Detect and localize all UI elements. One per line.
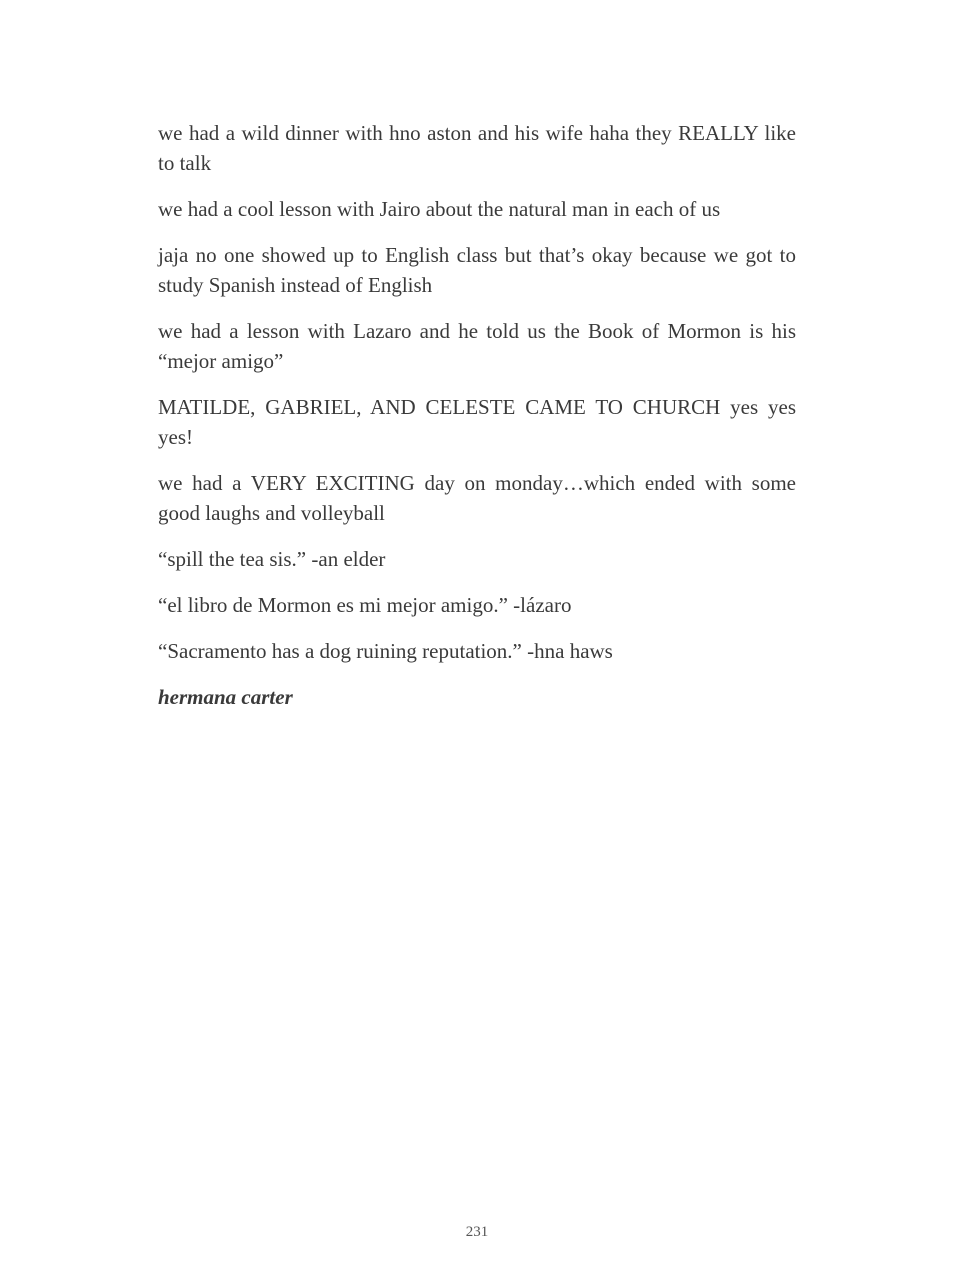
- paragraph-english-class: jaja no one showed up to English class but that’s okay because we got to study Spanish instead of English: [158, 243, 796, 297]
- paragraph-lesson-jairo: we had a cool lesson with Jairo about the natural man in each of us: [158, 197, 721, 221]
- quote-hna-haws: “Sacramento has a dog ruining reputation.” -hna haws: [158, 639, 613, 663]
- paragraph-lesson-lazaro: we had a lesson with Lazaro and he told us the Book of Mormon is his “mejor amigo”: [158, 319, 796, 373]
- quote-lazaro: “el libro de Mormon es mi mejor amigo.” -lázaro: [158, 593, 572, 617]
- paragraph-dinner: we had a wild dinner with hno aston and his wife haha they REALLY like to talk: [158, 121, 796, 175]
- quote-elder: “spill the tea sis.” -an elder: [158, 547, 386, 571]
- page-body: [158, 118, 796, 712]
- signature: hermana carter: [158, 685, 293, 709]
- paragraph-church: MATILDE, GABRIEL, AND CELESTE CAME TO CHURCH yes yes yes!: [158, 395, 796, 449]
- paragraph-monday: we had a VERY EXCITING day on monday…which ended with some good laughs and volleyball: [158, 471, 796, 525]
- page-number: 231: [465, 1224, 489, 1240]
